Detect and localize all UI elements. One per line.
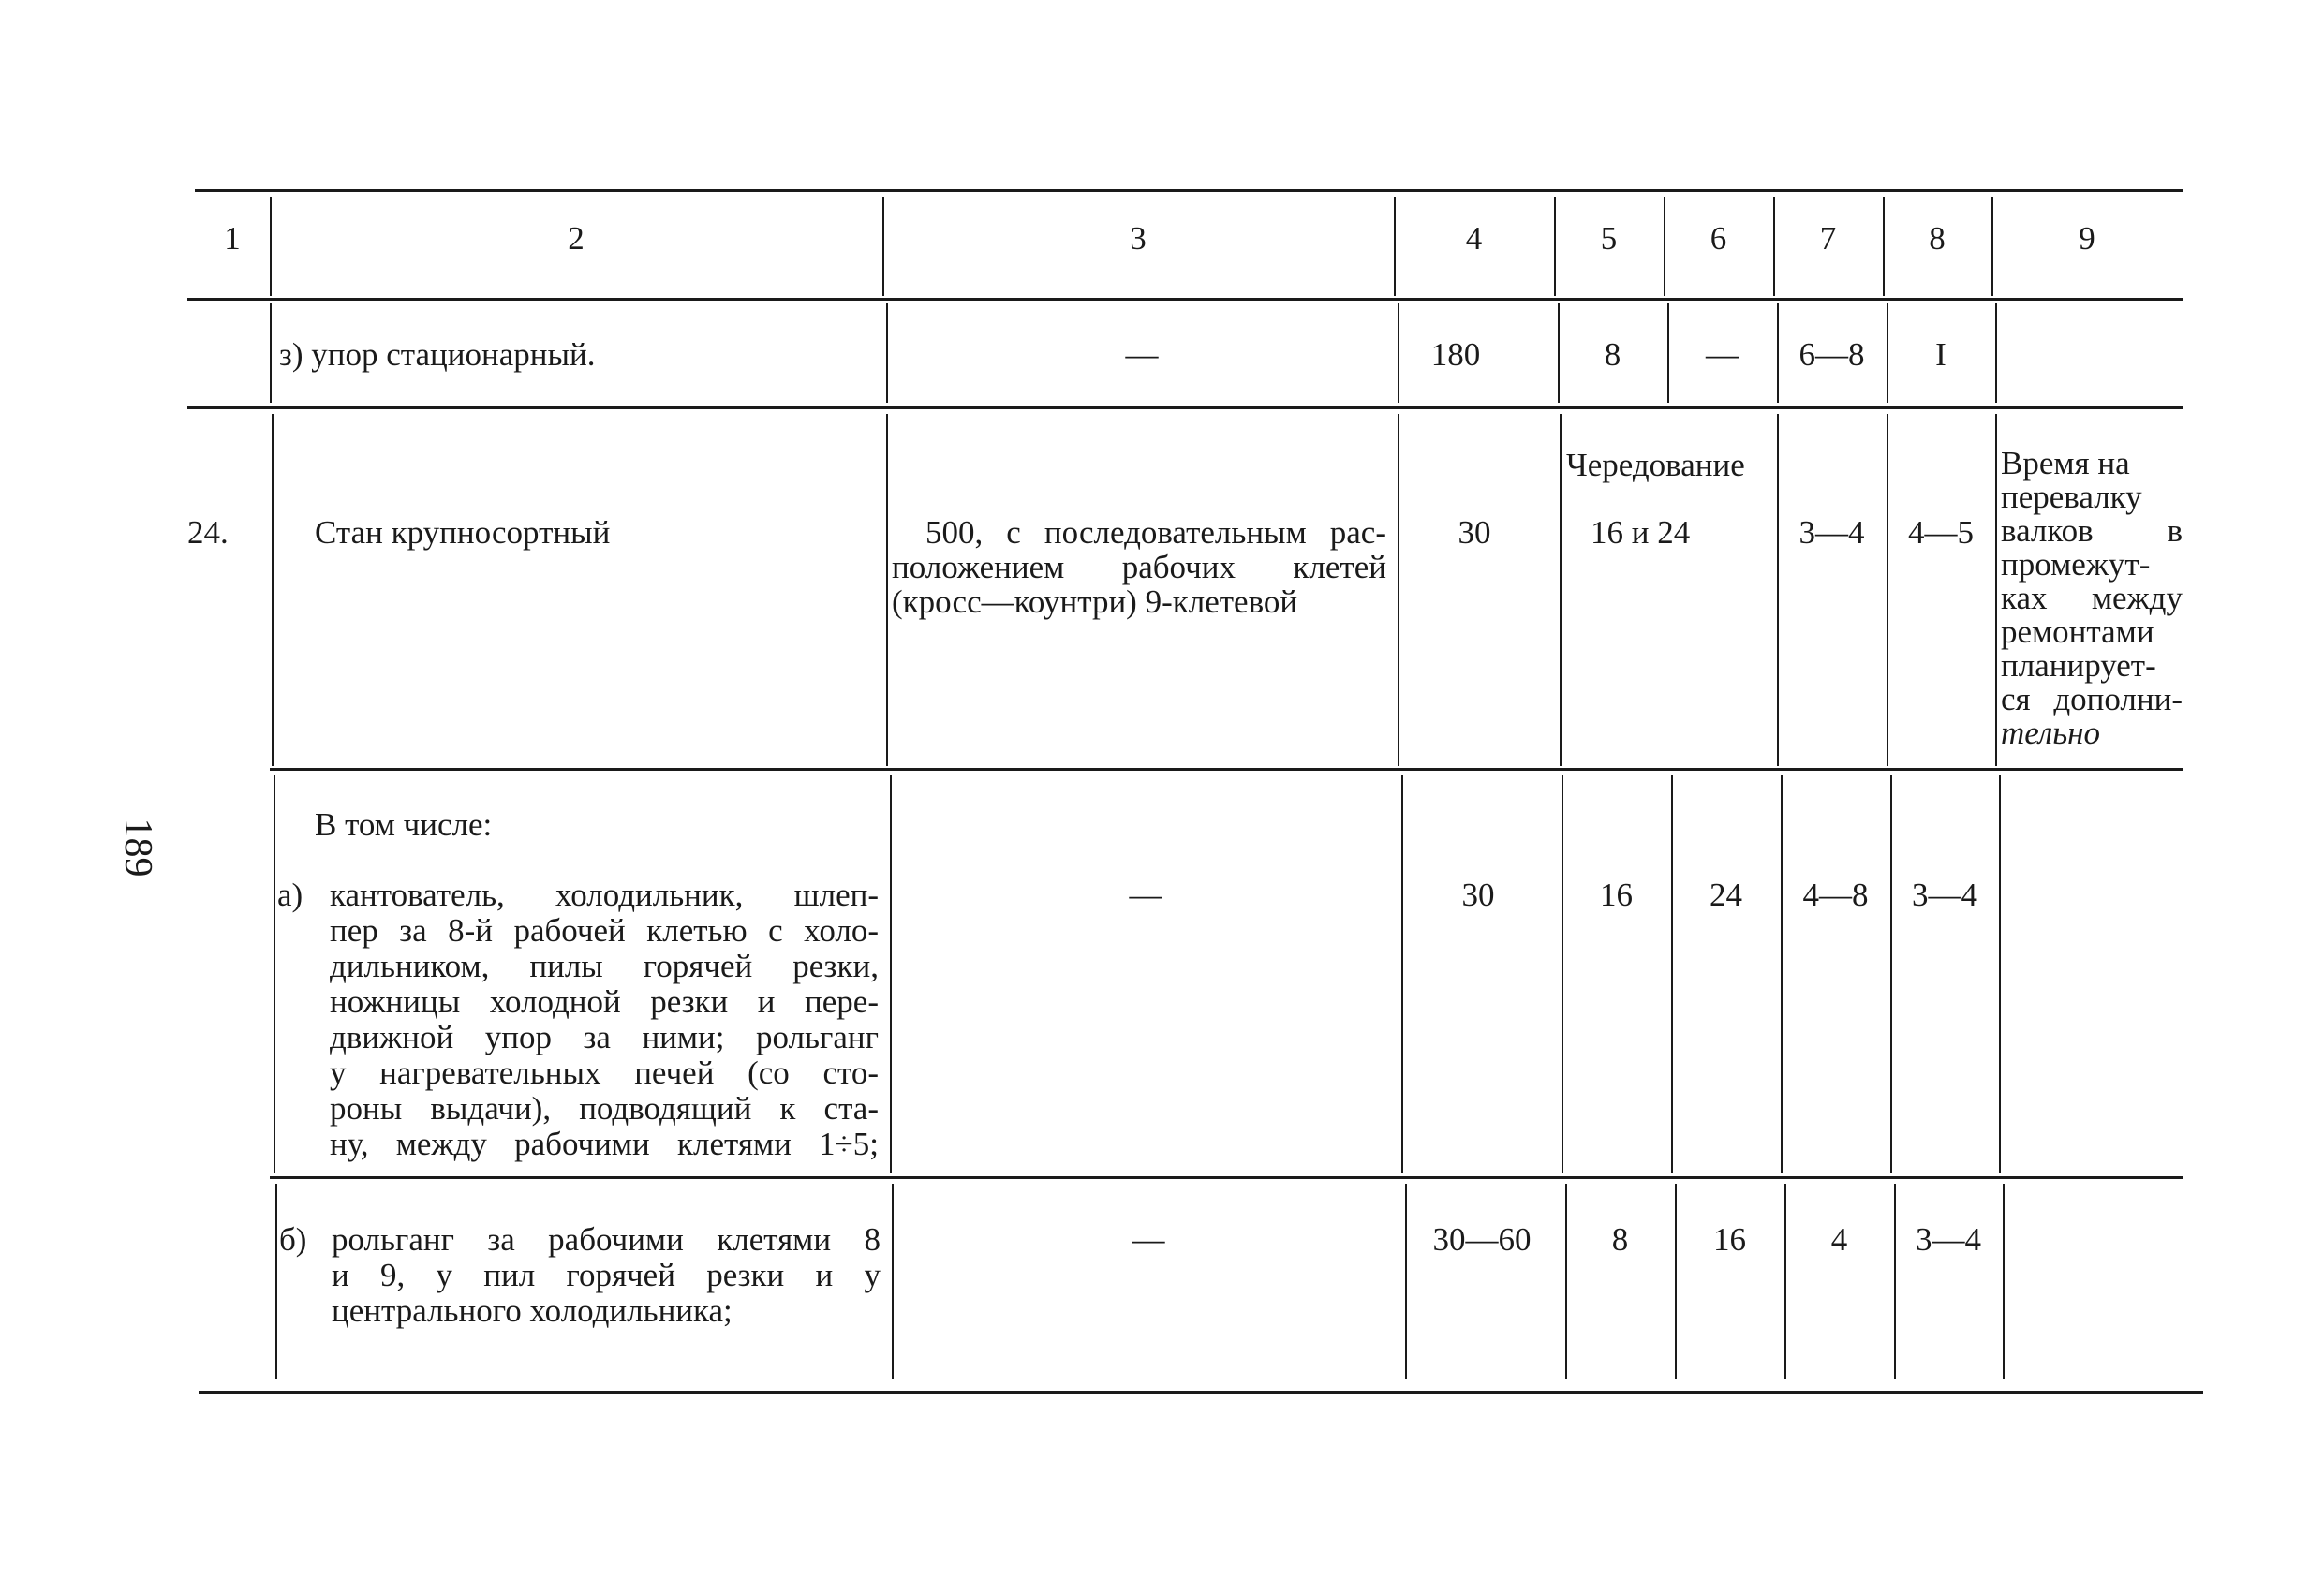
row-24-description-line: (кросс—коунтри) 9-клетевой [892, 583, 1298, 620]
row-b-col4: 30—60 [1432, 1221, 1532, 1258]
v-rule [892, 1184, 894, 1379]
v-rule [1777, 414, 1779, 766]
v-rule [1675, 1184, 1677, 1379]
row-z-col5: 8 [1604, 336, 1621, 373]
v-rule [1894, 1184, 1896, 1379]
v-rule [1890, 775, 1892, 1173]
row-24-name: Стан крупносортный [315, 514, 611, 551]
header-bottom-rule [187, 298, 2183, 301]
row-z-col8: I [1935, 336, 1947, 373]
row-a-col3: — [1129, 877, 1162, 913]
row-24-description-line: 500, с последовательным рас- [925, 514, 1386, 551]
table-bottom-rule [199, 1391, 2203, 1394]
v-rule [890, 775, 892, 1173]
row-b-description-line: рольганг за рабочими клетями 8 [332, 1221, 881, 1258]
v-rule [886, 414, 888, 766]
row-a-description-line: роны выдачи), подводящий к ста- [330, 1090, 879, 1127]
v-rule [1781, 775, 1783, 1173]
row-a-col7: 4—8 [1802, 877, 1869, 913]
row-a-col6: 24 [1710, 877, 1742, 913]
row-24-alternation-values: 16 и 24 [1591, 514, 1691, 551]
row-a-description-line: дильником, пилы горячей резки, [330, 948, 879, 984]
row-z-col7: 6—8 [1799, 336, 1865, 373]
row-24-note-line: ках между [2001, 580, 2183, 616]
row-z-col3: — [1125, 336, 1159, 373]
row-24-note-line: перевалку [2001, 479, 2142, 515]
row-24-note-line: Время на [2001, 445, 2130, 481]
row-a-description-line: ну, между рабочими клетями 1÷5; [330, 1126, 879, 1162]
row-24-note-line: планирует- [2001, 647, 2156, 684]
header-cell: 4 [1465, 220, 1483, 257]
row-a-col8: 3—4 [1912, 877, 1977, 913]
v-rule [1405, 1184, 1407, 1379]
row-b-description [332, 1222, 881, 1329]
row-24-note [2001, 447, 2183, 750]
row-24-note-line: тельно [2001, 715, 2100, 751]
row-a-description-line: ножницы холодной резки и пере- [330, 983, 879, 1020]
v-rule [1671, 775, 1673, 1173]
row-a-bottom-rule [270, 1176, 2183, 1179]
row-24-description [892, 515, 1386, 619]
row-a-intro: В том числе: [315, 806, 493, 843]
row-z-name: з) упор стационарный. [279, 336, 596, 373]
v-rule [1995, 303, 1997, 403]
v-rule [1562, 775, 1563, 1173]
row-24-alternation-label: Чередование [1566, 447, 1745, 483]
header-cell: 8 [1929, 220, 1946, 257]
row-b-description-line: и 9, у пил горячей резки и у [332, 1257, 881, 1293]
row-a-description-line: кантователь, холодильник, шлеп- [330, 877, 879, 913]
header-cell: 5 [1600, 220, 1618, 257]
v-rule [270, 303, 272, 403]
v-rule [1887, 414, 1888, 766]
row-z-col6: — [1706, 336, 1739, 373]
row-b-marker: б) [279, 1221, 307, 1258]
row-24-bottom-rule [270, 768, 2183, 771]
v-rule [1560, 414, 1562, 766]
row-24-note-line: ся дополни- [2001, 681, 2183, 717]
row-24-col7: 3—4 [1799, 514, 1865, 551]
row-b-col3: — [1132, 1221, 1165, 1258]
header-cell: 3 [1130, 220, 1147, 257]
row-z-col4: 180 [1430, 336, 1481, 373]
row-a-description-line: движной упор за ними; рольганг [330, 1019, 879, 1055]
header-cell: 6 [1710, 220, 1727, 257]
header-cell: 2 [568, 220, 585, 257]
row-24-col8: 4—5 [1908, 514, 1974, 551]
row-b-description-line: центрального холодильника; [332, 1292, 733, 1329]
row-24-note-line: промежут- [2001, 546, 2151, 583]
v-rule [1999, 775, 2001, 1173]
v-rule [274, 775, 275, 1173]
v-rule [1398, 414, 1399, 766]
v-rule [2003, 1184, 2005, 1379]
header-cell: 9 [2079, 220, 2095, 257]
row-a-marker: а) [277, 877, 303, 913]
v-rule [1995, 414, 1997, 766]
row-b-col8: 3—4 [1916, 1221, 1981, 1258]
header-cell: 7 [1819, 220, 1837, 257]
v-rule [1784, 1184, 1786, 1379]
v-rule [272, 414, 274, 766]
row-a-description [330, 878, 879, 1162]
v-rule [275, 1184, 277, 1379]
row-a-col4: 30 [1461, 877, 1495, 913]
table-top-rule [195, 189, 2183, 192]
v-rule [1565, 1184, 1567, 1379]
row-b-col5: 8 [1611, 1221, 1629, 1258]
row-24-note-line: ремонтами [2001, 613, 2154, 650]
page-number: 189 [116, 818, 159, 878]
row-24-description-line: положением рабочих клетей [892, 549, 1386, 585]
row-a-description-line: у нагревательных печей (со сто- [330, 1055, 879, 1091]
row-24-number: 24. [187, 514, 229, 551]
row-24-note-line: валков в [2001, 512, 2183, 549]
row-b-col7: 4 [1830, 1221, 1848, 1258]
header-cell: 1 [224, 220, 241, 257]
row-a-col5: 16 [1600, 877, 1633, 913]
row-z-bottom-rule [187, 406, 2183, 409]
row-24-col4: 30 [1458, 514, 1491, 551]
row-a-description-line: пер за 8-й рабочей клетью с холо- [330, 912, 879, 949]
row-b-col6: 16 [1713, 1221, 1746, 1258]
v-rule [1401, 775, 1403, 1173]
